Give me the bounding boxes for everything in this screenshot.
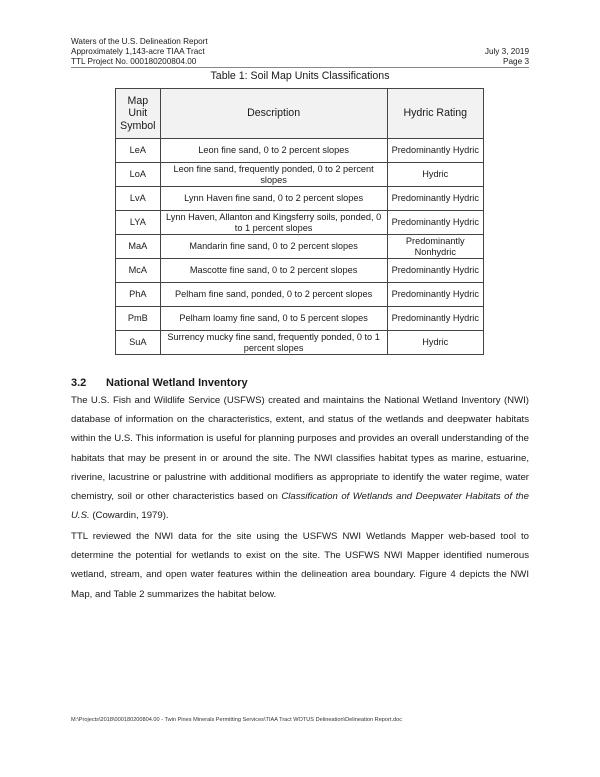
section-number: 3.2 bbox=[71, 377, 87, 389]
report-title: Waters of the U.S. Delineation Report bbox=[71, 37, 208, 46]
cell-hydric-rating: Predominantly Hydric bbox=[387, 187, 483, 211]
cell-description: Lynn Haven, Allanton and Kingsferry soils, ponded, 0 to 1 percent slopes bbox=[160, 211, 387, 235]
cell-description: Leon fine sand, 0 to 2 percent slopes bbox=[160, 139, 387, 163]
cell-hydric-rating: Predominantly Hydric bbox=[387, 283, 483, 307]
file-path-footer: M:\Projects\2018\000180200804.00 - Twin Pines Minerals Permitting Services\TIAA Tract WOTUS Delineation\Delineation Report.doc bbox=[71, 717, 403, 723]
page-number: Page 3 bbox=[503, 57, 529, 67]
table-row bbox=[116, 283, 484, 307]
cell-description: Surrency mucky fine sand, frequently ponded, 0 to 1 percent slopes bbox=[160, 331, 387, 355]
table-row bbox=[116, 259, 484, 283]
cell-map-unit-symbol: LoA bbox=[116, 163, 161, 187]
cell-hydric-rating: Predominantly Hydric bbox=[387, 139, 483, 163]
cell-map-unit-symbol: MaA bbox=[116, 235, 161, 259]
paragraph-nwi-overview: The U.S. Fish and Wildlife Service (USFWS) created and maintains the National Wetland Inventory (NWI) database of information on the characteristics, extent, and status of the wetlands and deepwater habitats within the U.S. This information is useful for planning purposes and provides an overall understanding of the habitats that may be present in or around the site. The NWI classifies habitat types as marine, estuarine, riverine, lacustrine or palustrine with additional modifiers as appropriate to identify the water regime, water chemistry, soil or other characteristics based on Classification of Wetlands and Deepwater Habitats of the U.S. (Cowardin, 1979). bbox=[71, 395, 529, 522]
project-number: TTL Project No. 000180200804.00 bbox=[71, 57, 197, 67]
cell-map-unit-symbol: PmB bbox=[116, 307, 161, 331]
page-header bbox=[71, 37, 529, 68]
table-row bbox=[116, 235, 484, 259]
cell-map-unit-symbol: LvA bbox=[116, 187, 161, 211]
cell-map-unit-symbol: PhA bbox=[116, 283, 161, 307]
section-heading bbox=[71, 377, 248, 389]
cell-map-unit-symbol: SuA bbox=[116, 331, 161, 355]
cell-description: Mascotte fine sand, 0 to 2 percent slopes bbox=[160, 259, 387, 283]
cell-description: Mandarin fine sand, 0 to 2 percent slopes bbox=[160, 235, 387, 259]
table-caption: Table 1: Soil Map Units Classifications bbox=[210, 70, 390, 82]
cell-hydric-rating: Predominantly Hydric bbox=[387, 259, 483, 283]
section-title: National Wetland Inventory bbox=[106, 377, 248, 389]
header-rule bbox=[71, 67, 529, 68]
paragraph-nwi-review: TTL reviewed the NWI data for the site using the USFWS NWI Wetlands Mapper web-based tool to determine the potential for wetlands to exist on the site. The USFWS NWI Mapper identified numerous wetland, stream, and open water features within the delineation area boundary. Figure 4 depicts the NWI Map, and Table 2 summarizes the habitat below. bbox=[71, 531, 529, 600]
report-date: July 3, 2019 bbox=[484, 47, 529, 57]
table-body bbox=[116, 139, 484, 355]
column-header-hydric-rating: Hydric Rating bbox=[387, 89, 483, 139]
cell-hydric-rating: Predominantly Nonhydric bbox=[387, 235, 483, 259]
cowardin-citation-title: Classification of Wetlands and Deepwater Habitats of the U.S. bbox=[71, 491, 529, 522]
table-row bbox=[116, 307, 484, 331]
cell-hydric-rating: Hydric bbox=[387, 163, 483, 187]
table-row bbox=[116, 139, 484, 163]
table-row bbox=[116, 331, 484, 355]
cell-hydric-rating: Hydric bbox=[387, 331, 483, 355]
column-header-description: Description bbox=[160, 89, 387, 139]
cell-description: Pelham loamy fine sand, 0 to 5 percent slopes bbox=[160, 307, 387, 331]
cell-map-unit-symbol: LeA bbox=[116, 139, 161, 163]
cell-description: Lynn Haven fine sand, 0 to 2 percent slopes bbox=[160, 187, 387, 211]
cell-map-unit-symbol: McA bbox=[116, 259, 161, 283]
table-row bbox=[116, 211, 484, 235]
cell-hydric-rating: Predominantly Hydric bbox=[387, 307, 483, 331]
cell-map-unit-symbol: LYA bbox=[116, 211, 161, 235]
cell-description: Leon fine sand, frequently ponded, 0 to 2 percent slopes bbox=[160, 163, 387, 187]
table-header-row bbox=[116, 89, 484, 139]
cell-hydric-rating: Predominantly Hydric bbox=[387, 211, 483, 235]
table-row bbox=[116, 163, 484, 187]
tract-name: Approximately 1,143-acre TIAA Tract bbox=[71, 47, 205, 57]
column-header-symbol: Map Unit Symbol bbox=[116, 89, 161, 139]
table-row bbox=[116, 187, 484, 211]
cell-description: Pelham fine sand, ponded, 0 to 2 percent slopes bbox=[160, 283, 387, 307]
soil-map-units-table bbox=[115, 88, 484, 355]
